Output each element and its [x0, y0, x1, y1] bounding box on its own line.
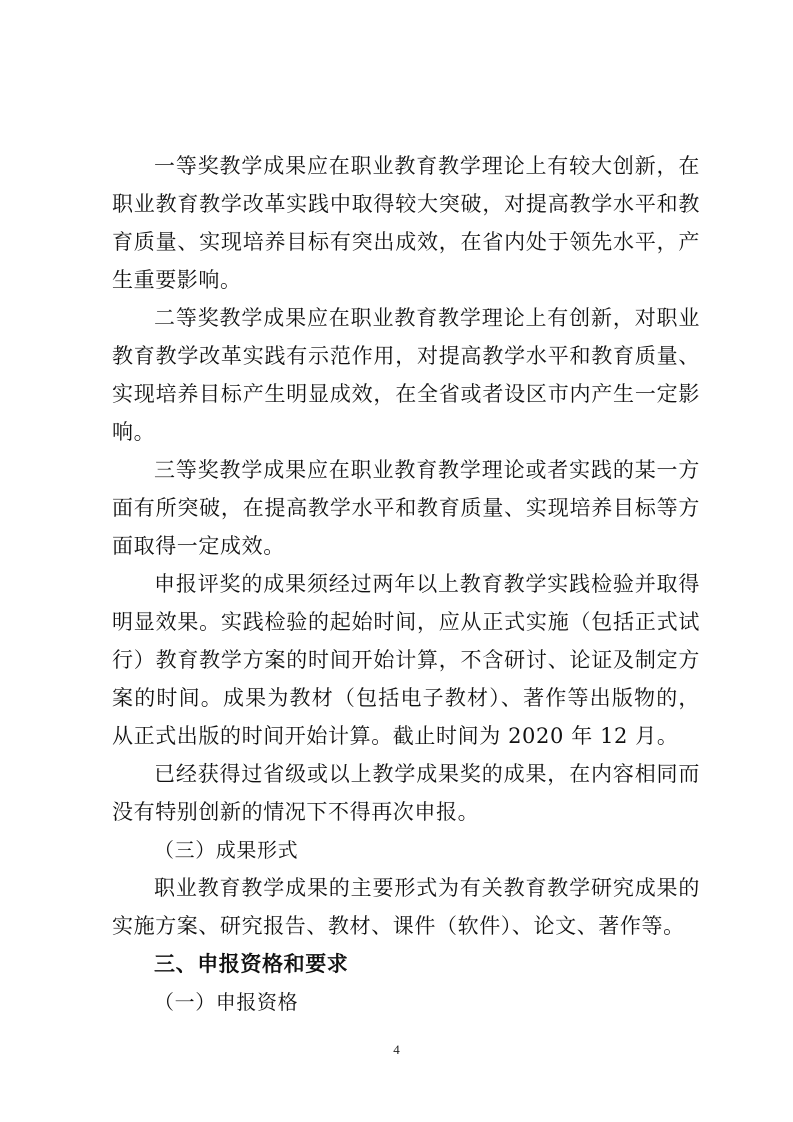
paragraph-second-prize: 二等奖教学成果应在职业教育教学理论上有创新，对职业教育教学改革实践有示范作用，对提高教学水平和教育质量、实现培养目标产生明显成效，在全省或者设区市内产生一定影响。 [112, 306, 700, 444]
paragraph-first-prize: 一等奖教学成果应在职业教育教学理论上有较大创新，在职业教育教学改革实践中取得较大突破，对提高教学水平和教育质量、实现培养目标有突出成效，在省内处于领先水平，产生重要影响。 [112, 154, 700, 292]
section-form-title: （三）成果形式 [154, 838, 299, 862]
paragraph-third-prize: 三等奖教学成果应在职业教育教学理论或者实践的某一方面有所突破，在提高教学水平和教育质量、实现培养目标等方面取得一定成效。 [112, 458, 700, 558]
paragraph-practice-period: 申报评奖的成果须经过两年以上教育教学实践检验并取得明显效果。实践检验的起始时间，应从正式实施（包括正式试行）教育教学方案的时间开始计算，不含研讨、论证及制定方案的时间。成果为教材（包括电子教材）、著作等出版物的，从正式出版的时间开始计算。截止时间为 2020 年 12 月。 [112, 572, 700, 748]
paragraph-no-resubmission: 已经获得过省级或以上教学成果奖的成果，在内容相同而没有特别创新的情况下不得再次申报。 [112, 762, 700, 824]
section-three-subtitle: （一）申报资格 [154, 990, 299, 1014]
document-body [112, 147, 700, 1021]
page-number: 4 [393, 1042, 400, 1057]
paragraph-form-description: 职业教育教学成果的主要形式为有关教育教学研究成果的实施方案、研究报告、教材、课件（软件）、论文、著作等。 [112, 876, 700, 938]
section-three-heading: 三、申报资格和要求 [154, 952, 349, 976]
